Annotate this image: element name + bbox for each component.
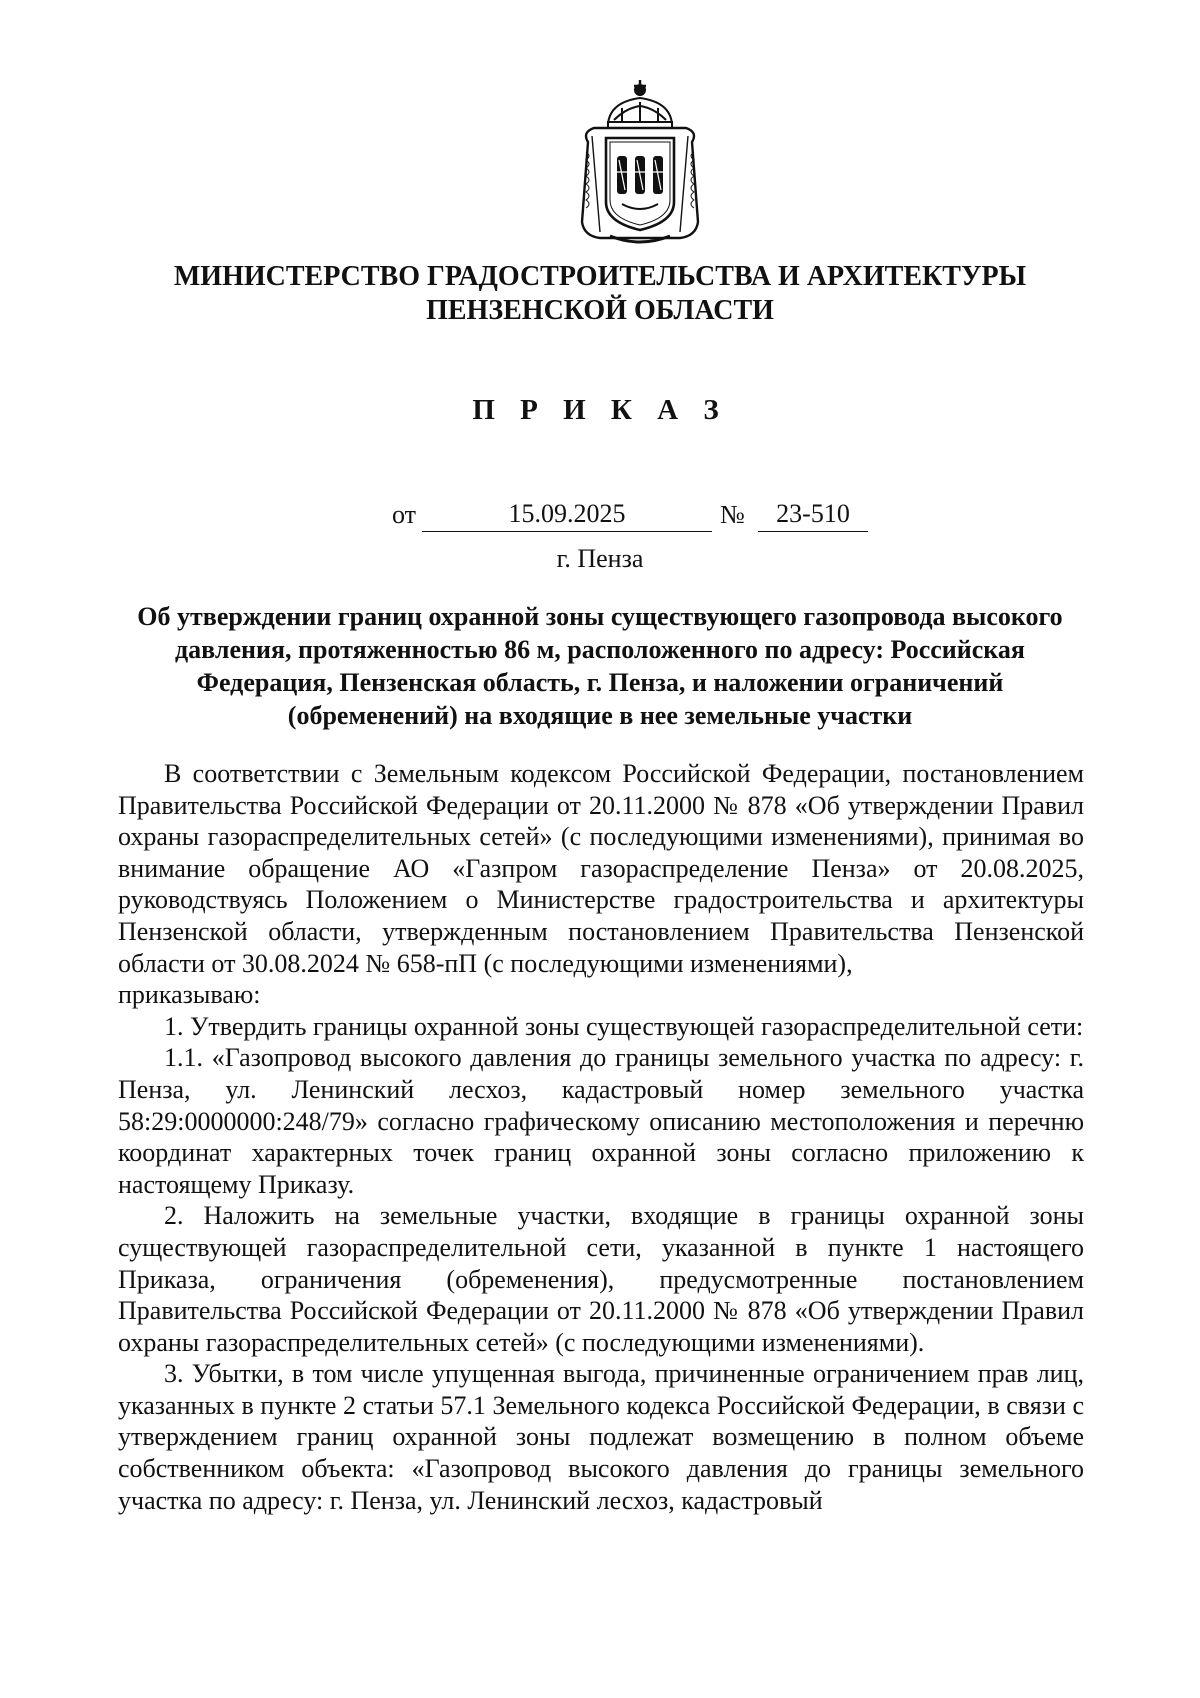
order-date: 15.09.2025 (422, 499, 712, 532)
item-2-paragraph: 2. Наложить на земельные участки, входящие в границы охранной зоны существующей газораспределительной сети, указанной в пункте 1 настоящего Приказа, ограничения (обременения), предусмотренные постановлением Правительства Российской Федерации от 20.11.2000 № 878 «Об утверждении Правил охраны газораспределительных сетей» (с последующими изменениями). (118, 1201, 1084, 1357)
order-subject (116, 600, 1084, 732)
order-title: П Р И К А З (472, 394, 728, 426)
ministry-name-line1: МИНИСТЕРСТВО ГРАДОСТРОИТЕЛЬСТВА И АРХИТЕКТУРЫ (173, 261, 1027, 292)
subject-line: Федерация, Пензенская область, г. Пенза, и наложении ограничений (196, 668, 1004, 697)
date-number-line (392, 496, 872, 532)
decree-word: приказываю: (118, 980, 261, 1010)
subject-line: давления, протяженностью 86 м, расположенного по адресу: Российская (175, 635, 1025, 664)
item-1-1-paragraph: 1.1. «Газопровод высокого давления до границы земельного участка по адресу: г. Пенза, ул. Ленинский лесхоз, кадастровый номер земельного участка 58:29:0000000:248/79» согласно графическому описанию местоположения и перечню координат характерных точек границ охранной зоны согласно приложению к настоящему Приказу. (118, 1043, 1084, 1199)
preamble-paragraph: В соответствии с Земельным кодексом Российской Федерации, постановлением Правительства Российской Федерации от 20.11.2000 № 878 «Об утверждении Правил охраны газораспределительных сетей» (с последующими изменениями), принимая во внимание обращение АО «Газпром газораспределение Пенза» от 20.08.2025, руководствуясь Положением о Министерстве градостроительства и архитектуры Пензенской области, утвержденным постановлением Правительства Пензенской области от 30.08.2024 № 658-пП (с последующими изменениями), (118, 759, 1084, 978)
ministry-name (100, 260, 1100, 328)
city: г. Пенза (556, 544, 644, 573)
item-3-paragraph: 3. Убытки, в том числе упущенная выгода, причиненные ограничением прав лиц, указанных в пункте 2 статьи 57.1 Земельного кодекса Российской Федерации, в связи с утверждением границ охранной зоны подлежат возмещению в полном объеме собственником объекта: «Газопровод высокого давления до границы земельного участка по адресу: г. Пенза, ул. Ленинский лесхоз, кадастровый (118, 1359, 1084, 1515)
subject-line: Об утверждении границ охранной зоны существующего газопровода высокого (137, 602, 1063, 631)
item-1-paragraph: 1. Утвердить границы охранной зоны существующей газораспределительной сети: (164, 1011, 1084, 1041)
subject-line: (обременений) на входящие в нее земельные участки (287, 701, 913, 730)
order-number: 23-510 (758, 499, 868, 532)
number-label: № (720, 500, 745, 529)
penza-coat-of-arms-icon (570, 72, 710, 250)
order-body (118, 758, 1084, 1516)
from-label: от (392, 500, 417, 529)
ministry-name-line2: ПЕНЗЕНСКОЙ ОБЛАСТИ (426, 295, 774, 326)
